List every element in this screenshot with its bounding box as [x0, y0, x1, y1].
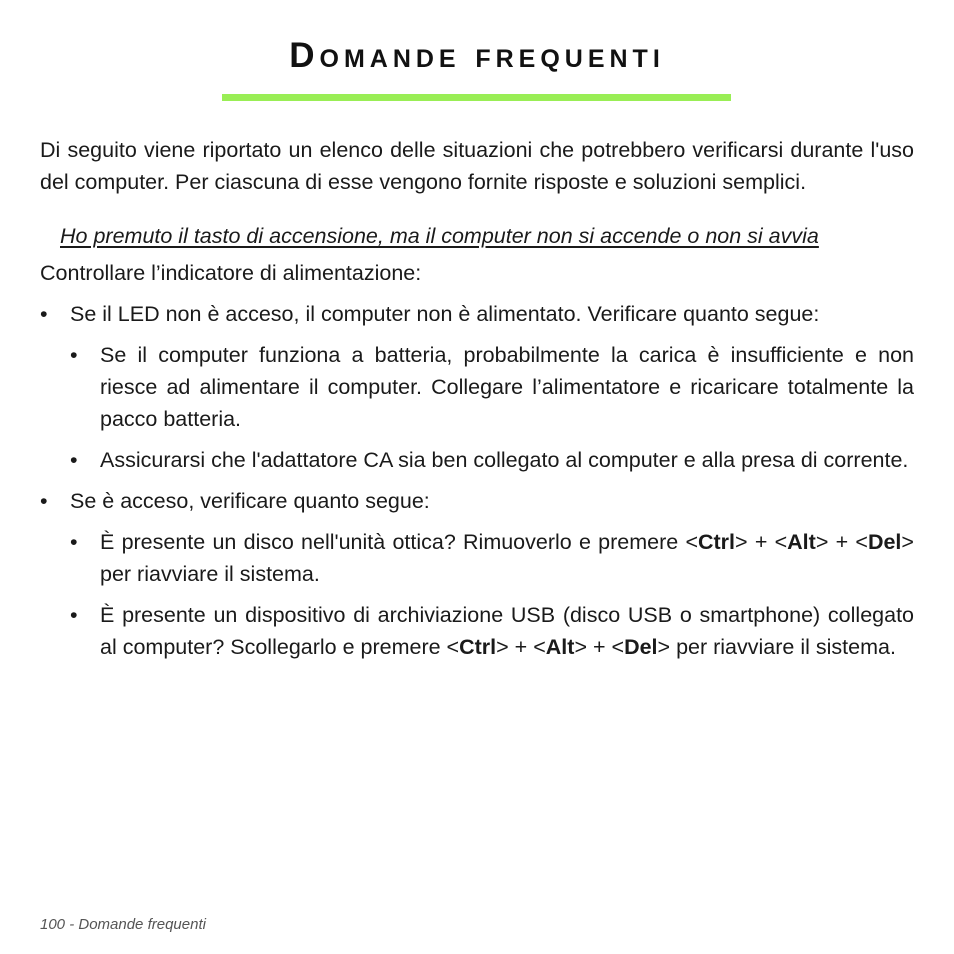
main-content: [40, 134, 914, 672]
bullet-icon: •: [70, 530, 78, 554]
bullet-icon: •: [70, 448, 78, 472]
key-del: Del: [624, 635, 658, 659]
page-footer: 100 - Domande frequenti: [40, 916, 206, 933]
sub-list-item: [70, 339, 914, 435]
list-item: [40, 298, 914, 476]
text-span: > per riavviare il sistema.: [657, 635, 896, 659]
key-ctrl: Ctrl: [459, 635, 497, 659]
bullet-icon: •: [70, 343, 78, 367]
faq-answer-list: [40, 298, 914, 663]
text-span: > + <: [815, 530, 868, 554]
key-del: Del: [867, 530, 902, 554]
title-underline: [222, 94, 731, 101]
sub-list-item-text: Se il computer funziona a batteria, probabilmente la carica è insufficiente e non riesce ad alimentare il computer. Collegare l’alimentatore e ricaricare totalmente la pacco batteria.: [100, 343, 914, 431]
text-span: > + <: [496, 635, 546, 659]
bullet-icon: •: [70, 603, 78, 627]
sub-list-item: [70, 599, 914, 663]
list-item-text: Se il LED non è acceso, il computer non è alimentato. Verificare quanto segue:: [70, 302, 820, 326]
sub-list-item-text: Assicurarsi che l'adattatore CA sia ben collegato al computer e alla presa di corrente.: [100, 448, 909, 472]
page-title: Domande frequenti: [289, 36, 665, 75]
sub-list-item: [70, 444, 914, 476]
intro-paragraph: Di seguito viene riportato un elenco delle situazioni che potrebbero verificarsi durante l'uso del computer. Per ciascuna di esse vengono fornite risposte e soluzioni semplici.: [40, 138, 914, 194]
list-item-text: Se è acceso, verificare quanto segue:: [70, 489, 430, 513]
text-span: > + <: [735, 530, 788, 554]
list-item: [40, 485, 914, 663]
faq-lead-text: Controllare l’indicatore di alimentazione:: [40, 261, 422, 285]
sub-list-item-text: [100, 526, 914, 590]
text-span: > per riavviare il sistema.: [100, 530, 914, 586]
key-ctrl: Ctrl: [698, 530, 736, 554]
sub-list-item-text: [100, 599, 914, 663]
faq-question-heading: Ho premuto il tasto di accensione, ma il computer non si accende o non si avvia: [60, 224, 819, 248]
key-alt: Alt: [545, 635, 575, 659]
sub-list-item: [70, 526, 914, 590]
text-span: È presente un disco nell'unità ottica? Rimuoverlo e premere <: [100, 530, 698, 554]
text-span: È presente un dispositivo di archiviazione USB (disco USB o smartphone) collegato al computer? Scollegarlo e premere <: [100, 603, 914, 659]
key-alt: Alt: [787, 530, 816, 554]
bullet-icon: •: [40, 489, 48, 513]
sub-list: [70, 339, 914, 476]
text-span: > + <: [574, 635, 625, 659]
sub-list: [70, 526, 914, 663]
bullet-icon: •: [40, 302, 48, 326]
